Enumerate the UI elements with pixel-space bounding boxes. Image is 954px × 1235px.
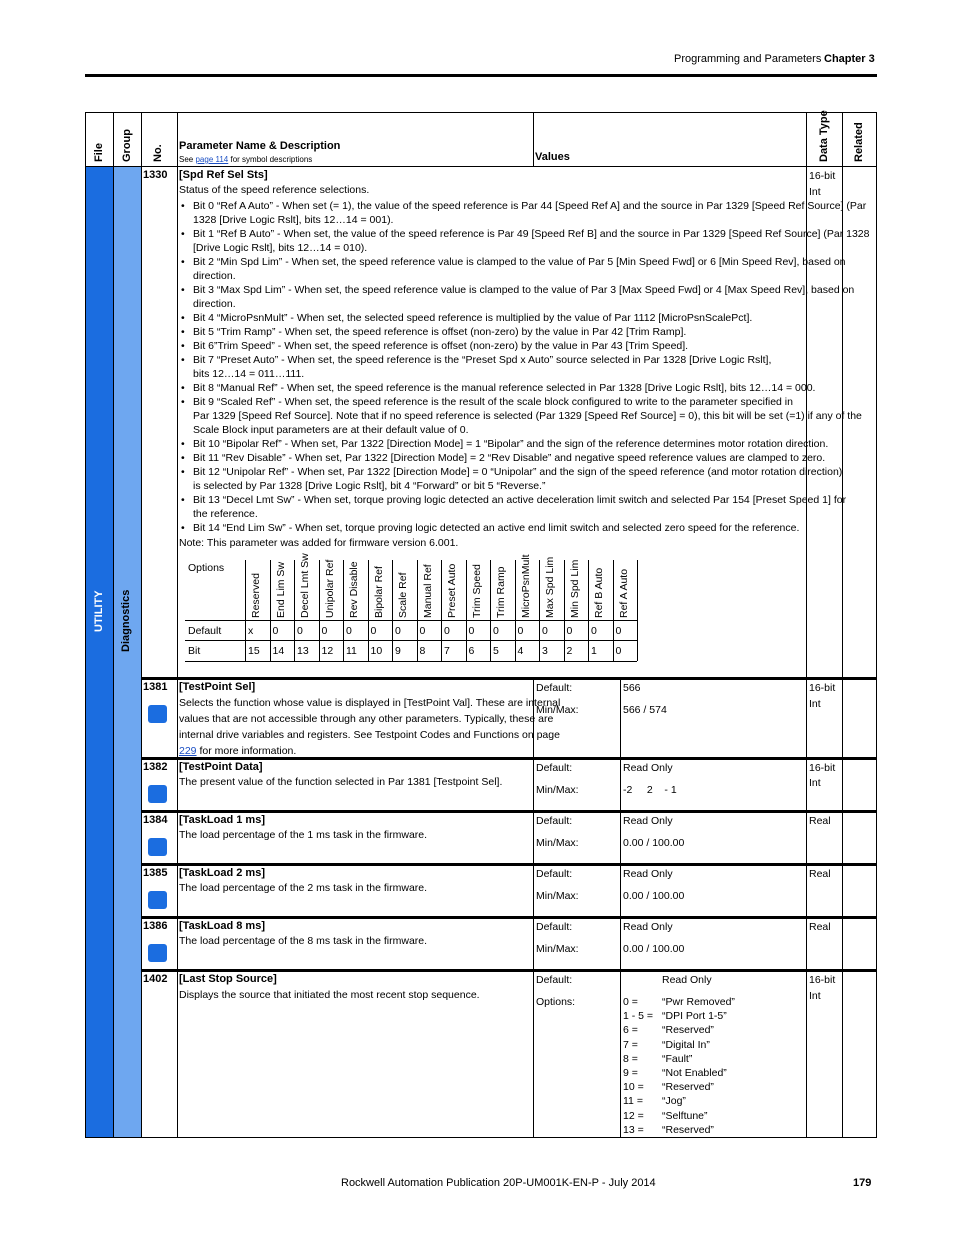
bit-description-line: is selected by Par 1328 [Drive Logic Rslt], bit 4 “Forward” or bit 5 “Reverse.” [193,480,546,492]
bit-description-line: Bit 2 “Min Spd Lim” - When set, the speed reference value is clamped to the value of Par 5 [Min Speed Fwd] or 6 [Min Speed Rev], based on [193,256,846,268]
data-type-2: Int [809,777,821,789]
minmax-label: Min/Max: [536,704,579,716]
option-default-value: 0 [615,625,622,637]
option-bit-number: 7 [444,645,450,657]
option-code: 0 = [623,996,638,1008]
bit-description-line: Bit 1 “Ref B Auto” - When set, the value of the speed reference is Par 49 [Speed Ref B] and the source in Par 1329 [Speed Ref Source] (Par 1328 [193,228,870,240]
option-bit-number: 8 [419,645,426,657]
bullet-icon: • [181,438,185,450]
option-code: 7 = [623,1038,638,1051]
bit-description-line: Bit 9 “Scaled Ref” - When set, the speed reference is the result of the scale block configured to write to the parameter specified in [193,396,793,408]
option-bit-number: 12 [321,645,334,657]
bit-description-line: the reference. [193,508,258,520]
param-desc: The load percentage of the 2 ms task in the firmware. [179,882,428,894]
option-label: “Pwr Removed” [662,996,735,1008]
bit-description-line: Bit 14 “End Lim Sw” - When set, torque proving logic detected an active end limit switch and selected zero speed for the reference. [193,522,800,534]
option-bit-name: Decel Lmt Sw [299,553,311,618]
option-bit-number: 1 [591,645,597,657]
param-desc: Displays the source that initiated the most recent stop sequence. [179,989,480,1001]
option-code: 13 = [623,1123,644,1136]
option-default-value: 0 [370,625,377,637]
option-label: “DPI Port 1-5” [662,1010,727,1023]
bullet-icon: • [181,494,185,506]
default-label: Default: [536,974,573,986]
bullet-icon: • [181,340,185,352]
option-code: 9 = [623,1067,638,1079]
page-number: 179 [853,1177,872,1189]
param-desc: The present value of the function selected in Par 1381 [Testpoint Sel]. [179,776,503,788]
bullet-icon: • [181,284,185,296]
option-default-value: 0 [321,625,328,637]
bit-description-line: Bit 6”Trim Speed” - When set, the speed reference is offset (non-zero) by the value in Par 43 [Trim Speed]. [193,340,689,352]
option-bit-name: Ref A Auto [617,568,630,618]
bullet-icon: • [181,396,185,408]
option-label: “Reserved” [662,1024,714,1037]
option-bit-number: 2 [566,645,573,657]
option-bit-number: 0 [615,645,622,657]
default-label: Default: [536,868,573,880]
minmax-label: Min/Max: [536,837,579,849]
param-number: 1381 [143,681,168,693]
bit-description-line: Bit 7 “Preset Auto” - When set, the speed reference is the “Preset Spd x Auto” source selected in Par 1328 [Drive Logic Rslt], [193,354,772,366]
group-label: Diagnostics [120,589,132,652]
col-header-group: Group [121,129,133,162]
option-code: 10 = [623,1081,644,1094]
param-name: [Spd Ref Sel Sts] [179,169,268,181]
option-default-value: 0 [468,625,475,637]
minmax-label: Min/Max: [536,943,579,955]
option-default-value: x [248,625,254,637]
param-number: 1386 [143,920,168,932]
option-default-value: 0 [566,625,573,637]
default-value: Read Only [623,868,673,880]
param-number: 1385 [143,867,168,879]
option-bit-name: Reserved [250,573,262,618]
default-value: 566 [623,682,641,694]
option-label: “Reserved” [662,1081,714,1094]
option-code: 1 - 5 = [623,1010,654,1023]
bit-description-line: 1328 [Drive Logic Rslt], bits 12…14 = 001). [193,214,394,226]
col-header-name: Parameter Name & Description [179,140,341,152]
symbol-page-link[interactable]: page 114 [195,155,229,164]
bullet-icon: • [181,382,185,394]
data-type: 16-bit [809,974,836,986]
option-code: 12 = [623,1109,644,1122]
data-type: 16-bit [809,170,836,182]
bit-description-line: Bit 13 “Decel Lmt Sw” - When set, torque proving logic detected an active deceleration limit switch and selected Par 154 [Preset Speed 1] for [193,494,847,506]
data-type: Real [809,921,831,933]
param-name: [Last Stop Source] [179,973,277,985]
option-bit-name: Unipolar Ref [323,559,336,618]
bit-description-line: Par 1329 [Speed Ref Source]. Note that if no speed reference is selected (Par 1329 [Speed Ref Source] = 0), this bit will be set (=1) if any of the [193,410,862,422]
option-default-value: 0 [591,625,597,637]
bullet-icon: • [181,522,185,534]
param-number: 1330 [143,169,168,181]
option-label: “Selftune” [662,1109,708,1122]
col-header-no: No. [152,144,164,162]
bit-description-line: Bit 4 “MicroPsnMult” - When set, the selected speed reference is multiplied by the value of Par 1112 [MicroPsnScalePct]. [193,312,753,324]
param-name: [TaskLoad 2 ms] [179,867,265,879]
option-label: “Digital In” [662,1038,710,1051]
option-bit-name: MicroPsnMult [519,554,532,618]
bullet-icon: • [181,312,185,324]
options-label: Options: [536,996,576,1008]
param-desc: Selects the function whose value is displayed in [TestPoint Val]. These are internal values that are not accessible through any other parameters. Typically, these are internal drive variables and registers. See Testpoint Codes and Functions on page 229 for more information. [179,697,561,757]
parameter-symbol-icon [148,838,167,856]
bit-description-line: Bit 3 “Max Spd Lim” - When set, the speed reference value is clamped to the value of Par 3 [Max Speed Fwd] or 4 [Max Speed Rev], based on [193,284,855,296]
param-desc: The load percentage of the 1 ms task in the firmware. [179,829,428,841]
group-band [113,167,141,1137]
default-label: Default: [536,815,573,827]
option-default-value: 0 [444,625,450,637]
option-bit-number: 9 [395,645,401,657]
minmax-label: Min/Max: [536,784,579,796]
file-label: UTILITY [93,590,105,632]
col-header-related: Related [853,122,865,162]
option-bit-name: Preset Auto [446,563,458,618]
option-bit-number: 10 [370,645,383,657]
parameter-symbol-icon [148,891,167,909]
header-rule [85,74,877,77]
option-bit-name: Scale Ref [397,572,409,618]
parameter-symbol-icon [148,785,167,803]
bullet-icon: • [181,354,185,366]
file-band [85,167,113,1137]
option-bit-number: 5 [493,645,499,657]
option-default-value: 0 [419,625,426,637]
bit-description-line: [Drive Logic Rslt], bits 12…14 = 010). [193,242,368,254]
bit-description-line: Bit 8 “Manual Ref” - When set, the speed reference is the manual reference selected in Par 1328 [Drive Logic Rslt], bits 12…14 = 000. [193,382,816,394]
bit-description-line: bits 12…14 = 011…111. [193,368,305,380]
default-label: Default: [536,762,573,774]
bullet-icon: • [181,256,185,268]
option-bit-name: Manual Ref [421,564,434,618]
bit-description-line: Bit 12 “Unipolar Ref” - When set, Par 1322 [Direction Mode] = 0 “Unipolar” and the sign of the speed reference (and motor rotation direction) [193,466,843,478]
data-type: Real [809,815,831,827]
option-bit-name: Max Spd Lim [544,556,556,618]
param-number: 1382 [143,761,168,773]
option-default-value: 0 [493,625,499,637]
bit-description-line: Bit 10 “Bipolar Ref” - When set, Par 1322 [Direction Mode] = 1 “Bipolar” and the sign of the reference determines motor rotation direction. [193,438,829,450]
option-default-value: 0 [297,625,303,637]
data-type-2: Int [809,698,821,710]
option-code: 6 = [623,1024,638,1037]
param-name: [TaskLoad 8 ms] [179,920,265,932]
option-bit-name: End Lim Sw [274,561,287,618]
bit-description-line: Bit 5 “Trim Ramp” - When set, the speed reference is offset (non-zero) by the value in Par 42 [Trim Ramp]. [193,326,687,338]
option-default-value: 0 [542,625,548,637]
option-bit-number: 6 [468,645,475,657]
data-type: Real [809,868,831,880]
option-bit-name: Rev Disable [348,561,360,618]
bit-description-line: Bit 0 “Ref A Auto” - When set (= 1), the value of the speed reference is Par 44 [Speed Ref A] and the source in Par 1329 [Speed Ref Source] (Par [193,200,867,212]
minmax-value: 0.00 / 100.00 [623,837,685,849]
default-label: Default [188,625,222,637]
col-header-file: File [93,143,105,162]
option-code: 11 = [623,1095,643,1108]
option-code: 8 = [623,1052,638,1065]
param-name: [TaskLoad 1 ms] [179,814,265,826]
option-default-value: 0 [395,625,401,637]
option-bit-number: 4 [517,645,524,657]
default-label: Default: [536,682,573,694]
param-desc: Status of the speed reference selections. [179,184,370,196]
option-label: “Jog” [662,1095,686,1108]
footer-publication: Rockwell Automation Publication 20P-UM001K-EN-P - July 2014 [341,1177,656,1189]
data-type-2: Int [809,990,821,1002]
option-bit-number: 14 [272,645,285,657]
option-bit-name: Bipolar Ref [372,566,385,618]
option-bit-number: 15 [248,645,260,657]
param-desc: The load percentage of the 8 ms task in the firmware. [179,935,428,947]
col-header-data-type: Data Type [818,110,830,162]
options-label: Options [188,562,225,574]
minmax-value: 566 / 574 [623,704,667,716]
options-grid [185,553,637,662]
option-bit-name: Min Spd Lim [568,559,581,618]
minmax-value: 0.00 / 100.00 [623,890,685,902]
bullet-icon: • [181,466,185,478]
option-default-value: 0 [346,625,352,637]
running-header-section: Programming and Parameters [674,53,822,65]
minmax-value: -2 2 - 1 [623,784,677,796]
bullet-icon: • [181,326,185,338]
data-type: 16-bit [809,762,836,774]
option-bit-name: Trim Speed [470,564,483,618]
option-label: “Not Enabled” [662,1067,727,1079]
default-value: Read Only [623,815,673,827]
option-default-value: 0 [517,625,524,637]
param-name: [TestPoint Sel] [179,681,256,693]
param-number: 1384 [143,814,168,826]
bit-description-line: Scale Block input parameters are at their default value of 0. [193,424,469,436]
bullet-icon: • [181,228,185,240]
col-header-values: Values [535,151,570,163]
bit-description-line: direction. [193,270,236,282]
option-bit-number: 11 [346,645,357,657]
running-header-chapter: Chapter 3 [824,53,875,65]
default-value: Read Only [623,762,673,774]
bullet-icon: • [181,452,185,464]
minmax-label: Min/Max: [536,890,579,902]
param-name: [TestPoint Data] [179,761,263,773]
option-bit-name: Ref B Auto [593,567,605,618]
default-label: Default: [536,921,573,933]
default-value: Read Only [623,921,673,933]
param-number: 1402 [143,973,168,985]
parameter-symbol-icon [148,944,167,962]
parameter-symbol-icon [148,705,167,723]
data-type-2: Int [809,186,821,198]
page-link[interactable]: 229 [179,745,197,757]
default-value: Read Only [662,974,712,986]
data-type: 16-bit [809,682,836,694]
option-bit-name: Trim Ramp [495,566,507,618]
minmax-value: 0.00 / 100.00 [623,943,685,955]
param-note: Note: This parameter was added for firmware version 6.001. [179,537,459,549]
bit-description-line: Bit 11 “Rev Disable” - When set, Par 1322 [Direction Mode] = 2 “Rev Disable” and negative speed reference values are clamped to zero. [193,452,826,464]
option-label: “Reserved” [662,1123,714,1136]
symbol-note: See page 114 for symbol descriptions [179,155,313,164]
bit-label: Bit [188,645,201,657]
option-bit-number: 3 [542,645,548,657]
bullet-icon: • [181,200,185,212]
option-label: “Fault” [662,1052,693,1065]
option-default-value: 0 [272,625,279,637]
option-bit-number: 13 [297,645,309,657]
bit-description-line: direction. [193,298,236,310]
